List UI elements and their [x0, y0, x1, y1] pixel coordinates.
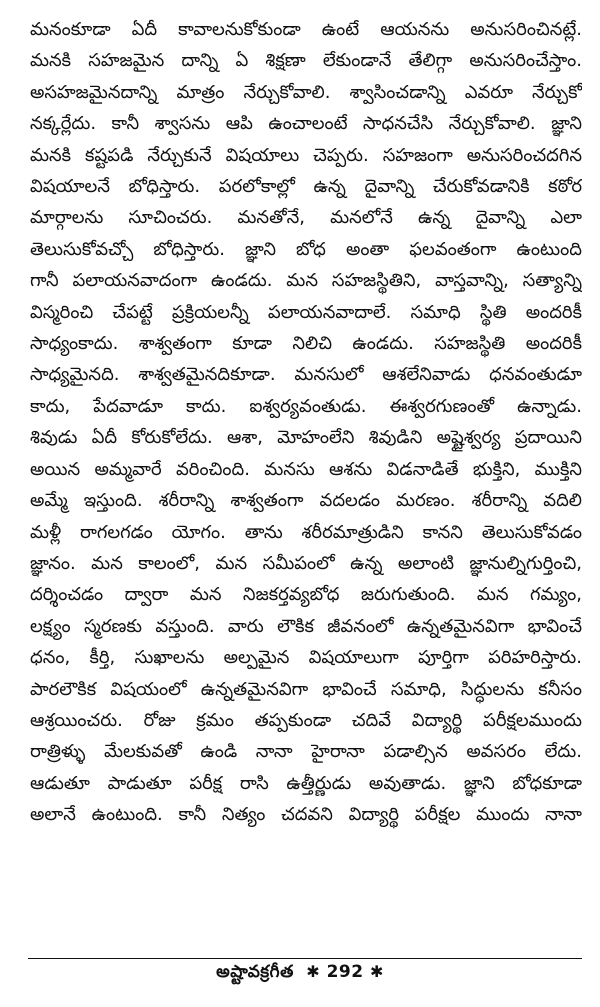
text-line: అసహజమైనదాన్ని మాత్రం నేర్చుకోవాలి. శ్వాసించడాన్ని ఎవరూ నేర్చుకో — [30, 81, 582, 103]
text-line: గానీ పలాయనవాదంగా ఉండదు. మన సహజస్థితిని, వాస్తవాన్ని, సత్యాన్ని — [30, 270, 582, 292]
text-line: శివుడు ఏదీ కోరుకోలేదు. ఆశా, మోహంలేని శివుడిని అష్టైశ్వర్య ప్రదాయిని — [30, 427, 582, 449]
text-line: దర్శించడం ద్వారా మన నిజకర్తవ్యబోధ జరుగుతుంది. మన గమ్యం, — [30, 584, 582, 606]
page-number: 292 — [326, 962, 364, 982]
text-line: విస్మరించి చేపట్టే ప్రక్రియలన్నీ పలాయనవాదాలే. సమాధి స్థితి అందరికీ — [30, 301, 582, 323]
page-footer — [0, 962, 600, 986]
text-line: ఆశ్రయించరు. రోజు క్రమం తప్పకుండా చదివే విద్యార్థి పరీక్షలముందు — [30, 709, 582, 731]
text-line: అయిన అమ్మవారే వరించింది. మనసు ఆశను విడనాడితే భుక్తిని, ముక్తిని — [30, 458, 582, 480]
text-line: మళ్లీ రాగలగడం యోగం. తాను శరీరమాత్రుడిని కానని తెలుసుకోవడం — [30, 521, 582, 543]
star-ornament-icon: ✱ — [306, 962, 321, 981]
text-line: అలానే ఉంటుంది. కానీ నిత్యం చదవని విద్యార్థి పరీక్షల ముందు నానా — [30, 804, 582, 826]
text-line: తెలుసుకోవచ్చో బోధిస్తారు. జ్ఞాని బోధ అంతా ఫలవంతంగా ఉంటుంది — [30, 238, 582, 260]
text-line: విషయాలనే బోధిస్తారు. పరలోకాల్లో ఉన్న దైవాన్ని చేరుకోవడానికి కఠోర — [30, 176, 582, 198]
text-line: పారలౌకిక విషయంలో ఉన్నతమైనవిగా భావించే సమాధి, సిద్ధులను కనీసం — [30, 678, 582, 700]
text-line: లక్ష్యం స్మరణకు వస్తుంది. వారు లౌకిక జీవనంలో ఉన్నతమైనవిగా భావించే — [30, 615, 582, 637]
book-title: అష్టావక్రగీత — [216, 962, 294, 982]
body-text — [30, 14, 582, 831]
footer-divider — [28, 958, 582, 959]
text-line: మనకి కష్టపడి నేర్చుకునే విషయాలు చెప్పరు. సహజంగా అనుసరించదగిన — [30, 144, 582, 166]
text-line: సాధ్యంకాదు. శాశ్వతంగా కూడా నిలిచి ఉండదు. సహజస్థితి అందరికీ — [30, 333, 582, 355]
text-line: నక్కర్లేదు. కానీ శ్వాసను ఆపి ఉంచాలంటే సాధనచేసి నేర్చుకోవాలి. జ్ఞాని — [30, 113, 582, 135]
text-line: మనకి సహజమైన దాన్ని ఏ శిక్షణా లేకుండానే తేలిగ్గా అనుసరించేస్తాం. — [30, 50, 582, 72]
text-line: మనంకూడా ఏదీ కావాలనుకోకుండా ఉంటే ఆయనను అనుసరించినట్లే. — [30, 19, 582, 40]
text-line: జ్ఞానం. మన కాలంలో, మన సమీపంలో ఉన్న అలాంటి జ్ఞానుల్నిగుర్తించి, — [30, 552, 582, 574]
text-line: ఆడుతూ పాడుతూ పరీక్ష రాసి ఉత్తీర్ణుడు అవుతాడు. జ్ఞాని బోధకూడా — [30, 772, 582, 794]
star-ornament-icon: ✱ — [369, 962, 384, 981]
text-line: మార్గాలను సూచించరు. మనతోనే, మనలోనే ఉన్న దైవాన్ని ఎలా — [30, 207, 582, 229]
text-line: ధనం, కీర్తి, సుఖాలను అల్పమైన విషయాలుగా పూర్తిగా పరిహరిస్తారు. — [30, 647, 582, 669]
text-line: అమ్మే ఇస్తుంది. శరీరాన్ని శాశ్వతంగా వదలడం మరణం. శరీరాన్ని వదిలి — [30, 490, 582, 512]
text-line: కాదు, పేదవాడూ కాదు. ఐశ్వర్యవంతుడు. ఈశ్వరగుణంతో ఉన్నాడు. — [30, 395, 582, 417]
text-line: సాధ్యమైనది. శాశ్వతమైనదికూడా. మనసులో ఆశలేనివాడు ధనవంతుడూ — [30, 364, 582, 386]
text-line: రాత్రిళ్ళు మేలకువతో ఉండి నానా హైరానా పడాల్సిన అవసరం లేదు. — [30, 741, 582, 763]
